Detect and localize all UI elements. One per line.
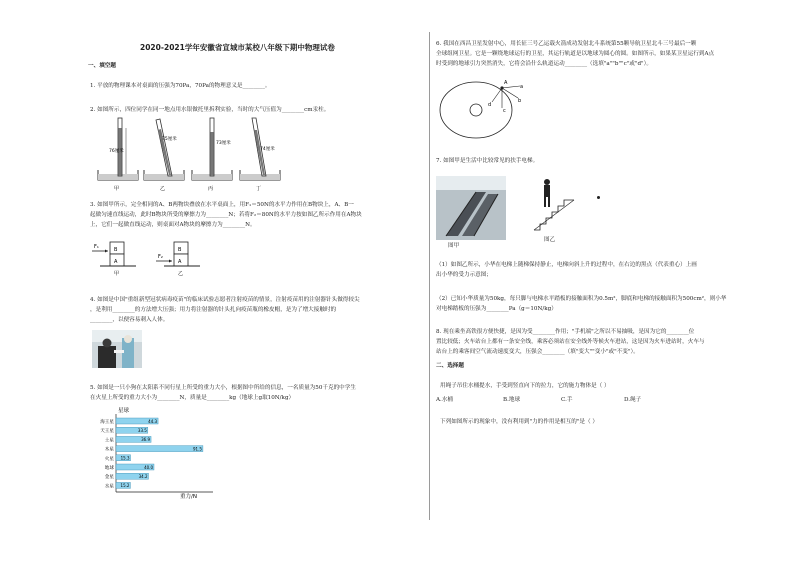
question-7-2-line-2: 对电梯踏板的压强为________Pa（g＝10N/kg） (436, 306, 557, 312)
orbit-point-a: A (504, 80, 508, 86)
question-6-line-2: 全球组网卫星。它是一颗绕地球运行的卫星，其运行轨道是以地球为圆心的圆。如图所示，如果某卫星运行到A点 (436, 51, 715, 57)
question-5-line-2: 在火星上所受的重力大小为________N，质量是________kg（地球上g取10N/kg） (90, 395, 295, 401)
chart-value-label: 91.5 (193, 446, 202, 452)
tube-ding (240, 118, 280, 180)
exam-title: 2020-2021学年安徽省宣城市某校八年级下期中物理试卷 (140, 43, 335, 52)
blocks-yi (156, 242, 200, 277)
chart-value-label: 44.3 (148, 418, 158, 424)
question-7-1-line-2: 出小华的受力示意图； (436, 272, 492, 278)
tube-yi (144, 119, 184, 180)
blocks-figure (92, 237, 212, 277)
fig-label-yi: 乙 (160, 186, 166, 192)
chart-category-label: 地球 (104, 466, 114, 471)
tube-jia (98, 118, 138, 180)
chart-category-label: 火星 (104, 456, 114, 462)
question-6-line-3: 时受到的地球引力突然消失，它将会沿什么轨道运动________（选填"a""b""c"或"d"）。 (436, 61, 653, 67)
section-multiple-choice: 二、选择题 (436, 363, 464, 369)
orbit-label-b: b (518, 98, 522, 104)
question-7-2-line-1: （2）已知小华质量为50kg，每只脚与电梯水平踏板的接触面积为0.5m²，脚底和电梯的接触面积为500cm²，则小华 (436, 296, 727, 302)
section-fill-in: 一、填空题 (88, 63, 116, 69)
question-5-line-1: 5. 如图是一只小狗在太阳系不同行星上所受的重力大小，根据图中所给的信息，一名质量为50千克的中学生 (90, 385, 356, 391)
fig-label-ding: 丁 (256, 186, 262, 192)
chart-value-label: 15.2 (120, 483, 130, 489)
orbit-label-d: d (488, 102, 492, 108)
column-divider (429, 32, 430, 520)
tube-bing (192, 118, 232, 180)
torricelli-figure (92, 114, 292, 192)
question-6-line-1: 6. 我国在西昌卫星发射中心，用长征三号乙运载火箭成功发射北斗系统第55颗导航卫星北斗三号最后一颗 (436, 41, 697, 47)
chart-y-axis-title: 星球 (118, 408, 130, 414)
force-f2: F₂ (158, 254, 163, 260)
chart-category-label: 水星 (104, 484, 114, 490)
block-b-2: B (178, 247, 182, 253)
blocks-label-yi: 乙 (178, 271, 184, 277)
orbit-label-c: c (503, 108, 506, 114)
question-3-line-2: 起做匀速直线运动，此时B物块所受的摩擦力为________N；若将F₂＝80N的水平力按如图乙所示作用在A物块 (90, 212, 362, 218)
chart-value-label: 40.0 (144, 464, 153, 470)
orbit-figure (436, 72, 528, 142)
chart-x-axis-title: 重力/N (180, 494, 197, 500)
question-9: 用绳子吊住水桶提水，手受到竖直向下的拉力，它的施力物体是（ ） (440, 383, 610, 389)
option-b: B.地球 (503, 397, 521, 403)
planet-gravity-chart (88, 404, 238, 500)
question-8-line-2: 置比较低；火车站台上都有一条安全线，乘客必须站在安全线外等候火车进站，这是因为火车进站时，火车与 (436, 339, 705, 345)
question-1: 1. 平放的物理课本对桌面的压强为70Pa，70Pa的物理意义是________。 (90, 83, 271, 89)
chart-category-label: 天王星 (100, 429, 114, 435)
question-4-line-2: ，是利用________的方法增大压强；用力将注射器的针头扎向疫苗瓶的橡皮帽，是为了增大接触时的 (90, 307, 337, 313)
chart-value-label: 36.9 (141, 437, 151, 443)
tube-bing-height: 73厘米 (216, 141, 231, 146)
vaccine-photo (92, 330, 142, 368)
escalator-diagram (530, 172, 582, 234)
block-a: A (114, 259, 118, 265)
question-8-line-3: 站台上的乘客间空气流动速度变大，压强会________（填"变大""变小"或"不变"）。 (436, 349, 639, 355)
question-10: 下列如图所示的现象中，没有利用到"力的作用是相互的"是（ ） (440, 419, 598, 425)
question-2: 2. 如图所示，四位同学在同一地点用水银做托里拆利实验，当时的大气压值为________cm汞柱。 (90, 107, 330, 113)
chart-value-label: 34.2 (138, 474, 148, 479)
fig-label-bing: 丙 (208, 186, 214, 192)
escalator-photo (436, 176, 506, 240)
tube-jia-height: 76厘米 (109, 149, 124, 154)
blocks-jia (92, 242, 136, 277)
chart-category-label: 木星 (104, 447, 114, 453)
caption-figure-yi: 图乙 (544, 237, 556, 243)
chart-category-label: 海王星 (100, 420, 114, 425)
block-a-2: A (178, 259, 182, 265)
blocks-label-jia: 甲 (114, 271, 120, 277)
question-4-line-3: ________，以便容易刺入人体。 (90, 317, 169, 323)
fig-label-jia: 甲 (114, 186, 120, 192)
tube-ding-height: 74厘米 (260, 147, 275, 152)
tube-yi-height: 75厘米 (162, 137, 177, 142)
chart-value-label: 33.5 (137, 428, 147, 433)
orbit-label-a: a (520, 84, 524, 90)
question-3-line-3: 上，它们一起做直线运动，则桌面对A物块的摩擦力为________N。 (90, 222, 256, 228)
chart-value-label: 15.3 (120, 455, 130, 461)
question-7-1-line-1: （1）如图乙所示，小华在电梯上随梯保持静止，电梯向斜上升的过程中，在右边的黑点（代表重心）上画 (436, 262, 697, 268)
option-a: A.水桶 (436, 397, 454, 403)
caption-figure-jia: 图甲 (448, 243, 460, 249)
option-d: D.绳子 (624, 397, 642, 403)
block-b: B (114, 247, 118, 253)
question-8-line-1: 8. 现在乘坐高铁很方便快捷，是因为受________作用；"手机端"之所以不易抽吸，是因为它的________位 (436, 329, 695, 335)
question-4-line-1: 4. 如图是中国"重组新型冠状病毒疫苗"的临床试验志愿者注射疫苗的情景，注射疫苗用的注射器针头做得较尖 (90, 297, 360, 303)
question-7-title: 7. 如图甲是生活中比较常见的扶手电梯。 (436, 158, 539, 164)
option-c: C.手 (561, 397, 573, 403)
center-of-gravity-dot (597, 196, 600, 199)
chart-category-label: 金星 (104, 475, 114, 481)
force-f1: F₁ (94, 244, 99, 250)
question-3-line-1: 3. 如图甲所示，完全相同的A、B两物块叠放在水平桌面上，用F₁＝50N的水平力作用在B物块上，A、B一 (90, 202, 354, 208)
chart-category-label: 土星 (104, 438, 114, 444)
chart-bar (116, 446, 203, 452)
